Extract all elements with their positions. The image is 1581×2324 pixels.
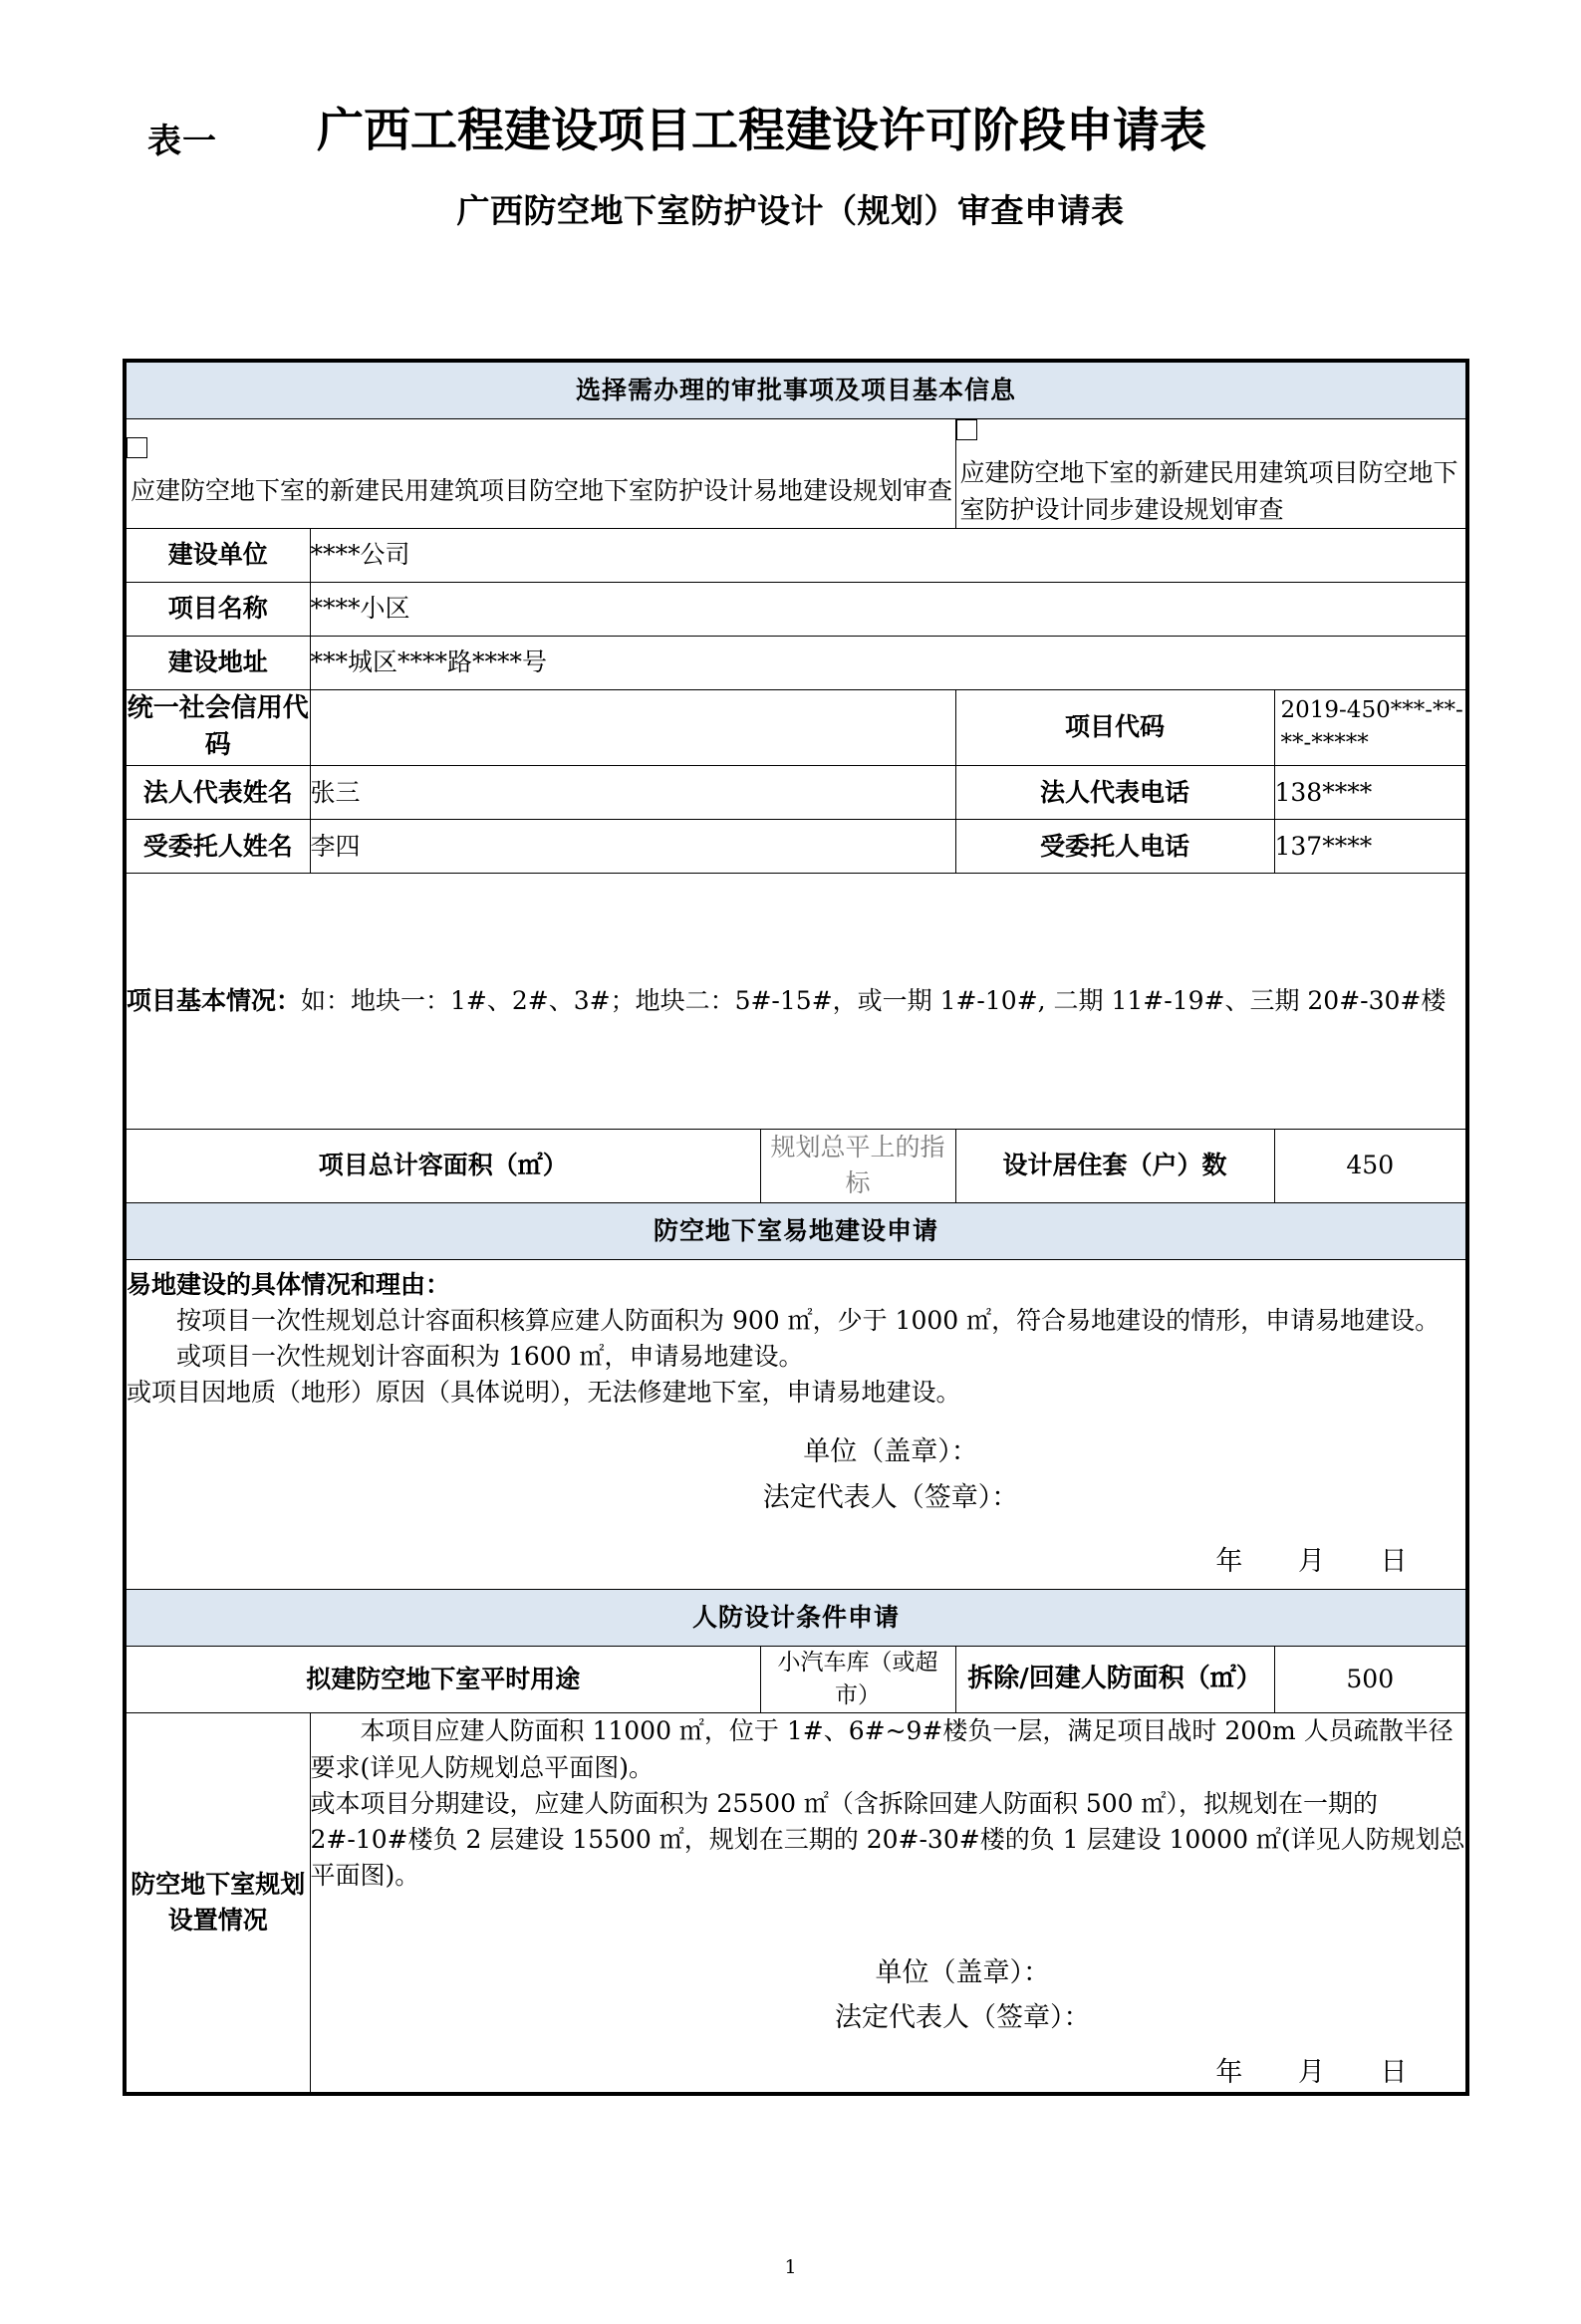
project-basic-info-cell[interactable] bbox=[125, 874, 1467, 1130]
field-value-legal-rep-name[interactable]: 张三 bbox=[310, 766, 955, 820]
field-label-project-code: 项目代码 bbox=[955, 689, 1274, 765]
relocation-para-2: 或项目一次性规划计容面积为 1600 ㎡，申请易地建设。 bbox=[176, 1342, 804, 1372]
field-label-agent-phone: 受委托人电话 bbox=[955, 820, 1274, 874]
shelter-date-day: 日 bbox=[1380, 2057, 1409, 2089]
table-row bbox=[125, 766, 1467, 820]
shelter-signature-block bbox=[311, 1950, 1466, 2042]
approval-option-left-label: 应建防空地下室的新建民用建筑项目防空地下室防护设计易地建设规划审查 bbox=[131, 476, 953, 506]
checkbox-icon-left[interactable] bbox=[127, 437, 147, 458]
approval-option-left-cell[interactable] bbox=[125, 419, 955, 529]
form-number: 表一 bbox=[147, 122, 217, 161]
shelter-para-2: 或本项目分期建设，应建人防面积为 25500 ㎡（含拆除回建人防面积 500 ㎡），拟规划在一期的 2#-10#楼负 2 层建设 15500 ㎡，规划在三期的 20#-30#楼的负 1 层建设 10000 ㎡(详见人防规划总平面图)。 bbox=[310, 1788, 1465, 1891]
field-label-housing-units: 设计居住套（户）数 bbox=[955, 1130, 1274, 1203]
table-row bbox=[125, 1130, 1467, 1203]
field-label-construction-unit: 建设单位 bbox=[125, 528, 310, 582]
relocation-para-3: 或项目因地质（地形）原因（具体说明），无法修建地下室，申请易地建设。 bbox=[127, 1378, 961, 1408]
shelter-para-1: 本项目应建人防面积 11000 ㎡，位于 1#、6#~9#楼负一层，满足项目战时 200m 人员疏散半径要求(详见人防规划总平面图)。 bbox=[310, 1716, 1453, 1782]
table-row bbox=[125, 1713, 1467, 2095]
shelter-planning-cell[interactable] bbox=[310, 1713, 1467, 2095]
relocation-construction-cell[interactable] bbox=[125, 1259, 1467, 1589]
field-value-construction-address[interactable]: ***城区****路****号 bbox=[310, 636, 1467, 689]
shelter-date-line bbox=[311, 2053, 1466, 2092]
approval-option-right-cell[interactable] bbox=[955, 419, 1467, 529]
table-row bbox=[125, 874, 1467, 1130]
field-value-legal-rep-phone[interactable]: 138**** bbox=[1274, 766, 1467, 820]
field-value-construction-unit[interactable]: ****公司 bbox=[310, 528, 1467, 582]
relocation-sign-unit: 单位（盖章）： bbox=[803, 1435, 978, 1467]
section2-band-title: 防空地下室易地建设申请 bbox=[125, 1202, 1467, 1259]
table-row bbox=[125, 361, 1467, 419]
table-row bbox=[125, 1589, 1467, 1646]
relocation-heading: 易地建设的具体情况和理由： bbox=[127, 1269, 451, 1299]
relocation-date-day: 日 bbox=[1380, 1546, 1409, 1578]
field-value-agent-name[interactable]: 李四 bbox=[310, 820, 955, 874]
shelter-sign-unit: 单位（盖章）： bbox=[875, 1956, 1051, 1988]
table-row bbox=[125, 636, 1467, 689]
section3-band-title: 人防设计条件申请 bbox=[125, 1589, 1467, 1646]
project-basic-info-text: 如：地块一：1#、2#、3#；地块二：5#-15#，或一期 1#-10#, 二期 11#-19#、三期 20#-30#楼 bbox=[301, 986, 1447, 1015]
shelter-date-month: 月 bbox=[1297, 2057, 1326, 2089]
relocation-signature-block bbox=[127, 1429, 1465, 1521]
relocation-sign-legal-rep: 法定代表人（签章）： bbox=[762, 1481, 1019, 1513]
document-heading bbox=[0, 88, 1581, 173]
page-title: 广西工程建设项目工程建设许可阶段申请表 bbox=[317, 104, 1206, 158]
field-hint-total-area: 规划总平上的指标 bbox=[760, 1130, 955, 1203]
field-label-peacetime-usage: 拟建防空地下室平时用途 bbox=[125, 1646, 760, 1713]
table-row bbox=[125, 820, 1467, 874]
document-page bbox=[0, 88, 1581, 2324]
field-value-demolition-area[interactable]: 500 bbox=[1274, 1646, 1467, 1713]
table-row bbox=[125, 582, 1467, 636]
field-value-peacetime-usage[interactable]: 小汽车库（或超市） bbox=[760, 1646, 955, 1713]
field-label-agent-name: 受委托人姓名 bbox=[125, 820, 310, 874]
field-label-credit-code: 统一社会信用代码 bbox=[125, 689, 310, 765]
relocation-date-month: 月 bbox=[1297, 1546, 1326, 1578]
table-row bbox=[125, 689, 1467, 765]
field-value-credit-code[interactable] bbox=[310, 689, 955, 765]
shelter-date-year: 年 bbox=[1215, 2057, 1243, 2089]
approval-option-right-label: 应建防空地下室的新建民用建筑项目防空地下室防护设计同步建设规划审查 bbox=[959, 458, 1458, 524]
field-label-shelter-planning: 防空地下室规划设置情况 bbox=[125, 1713, 310, 2095]
page-number: 1 bbox=[784, 2256, 797, 2278]
field-label-legal-rep-phone: 法人代表电话 bbox=[955, 766, 1274, 820]
field-label-construction-address: 建设地址 bbox=[125, 636, 310, 689]
table-row bbox=[125, 1259, 1467, 1589]
application-form-table bbox=[123, 359, 1469, 2096]
page-subtitle: 广西防空地下室防护设计（规划）审查申请表 bbox=[456, 191, 1125, 230]
relocation-date-line bbox=[127, 1542, 1465, 1581]
relocation-date-year: 年 bbox=[1215, 1546, 1243, 1578]
checkbox-icon-right[interactable] bbox=[956, 419, 977, 440]
field-value-project-name[interactable]: ****小区 bbox=[310, 582, 1467, 636]
field-value-project-code[interactable]: 2019-450***-**-**-***** bbox=[1274, 689, 1467, 765]
field-label-demolition-area: 拆除/回建人防面积（㎡） bbox=[955, 1646, 1274, 1713]
table-row bbox=[125, 419, 1467, 529]
shelter-sign-legal-rep: 法定代表人（签章）： bbox=[835, 2002, 1091, 2034]
relocation-para-1: 按项目一次性规划总计容面积核算应建人防面积为 900 ㎡，少于 1000 ㎡，符合易地建设的情形，申请易地建设。 bbox=[176, 1305, 1441, 1335]
field-value-agent-phone[interactable]: 137**** bbox=[1274, 820, 1467, 874]
project-basic-info-label: 项目基本情况： bbox=[127, 986, 302, 1015]
table-row bbox=[125, 1646, 1467, 1713]
table-row bbox=[125, 1202, 1467, 1259]
field-label-project-name: 项目名称 bbox=[125, 582, 310, 636]
field-label-total-area: 项目总计容面积（㎡） bbox=[125, 1130, 760, 1203]
field-value-housing-units[interactable]: 450 bbox=[1274, 1130, 1467, 1203]
field-label-legal-rep-name: 法人代表姓名 bbox=[125, 766, 310, 820]
table-row bbox=[125, 528, 1467, 582]
section1-band-title: 选择需办理的审批事项及项目基本信息 bbox=[125, 361, 1467, 419]
